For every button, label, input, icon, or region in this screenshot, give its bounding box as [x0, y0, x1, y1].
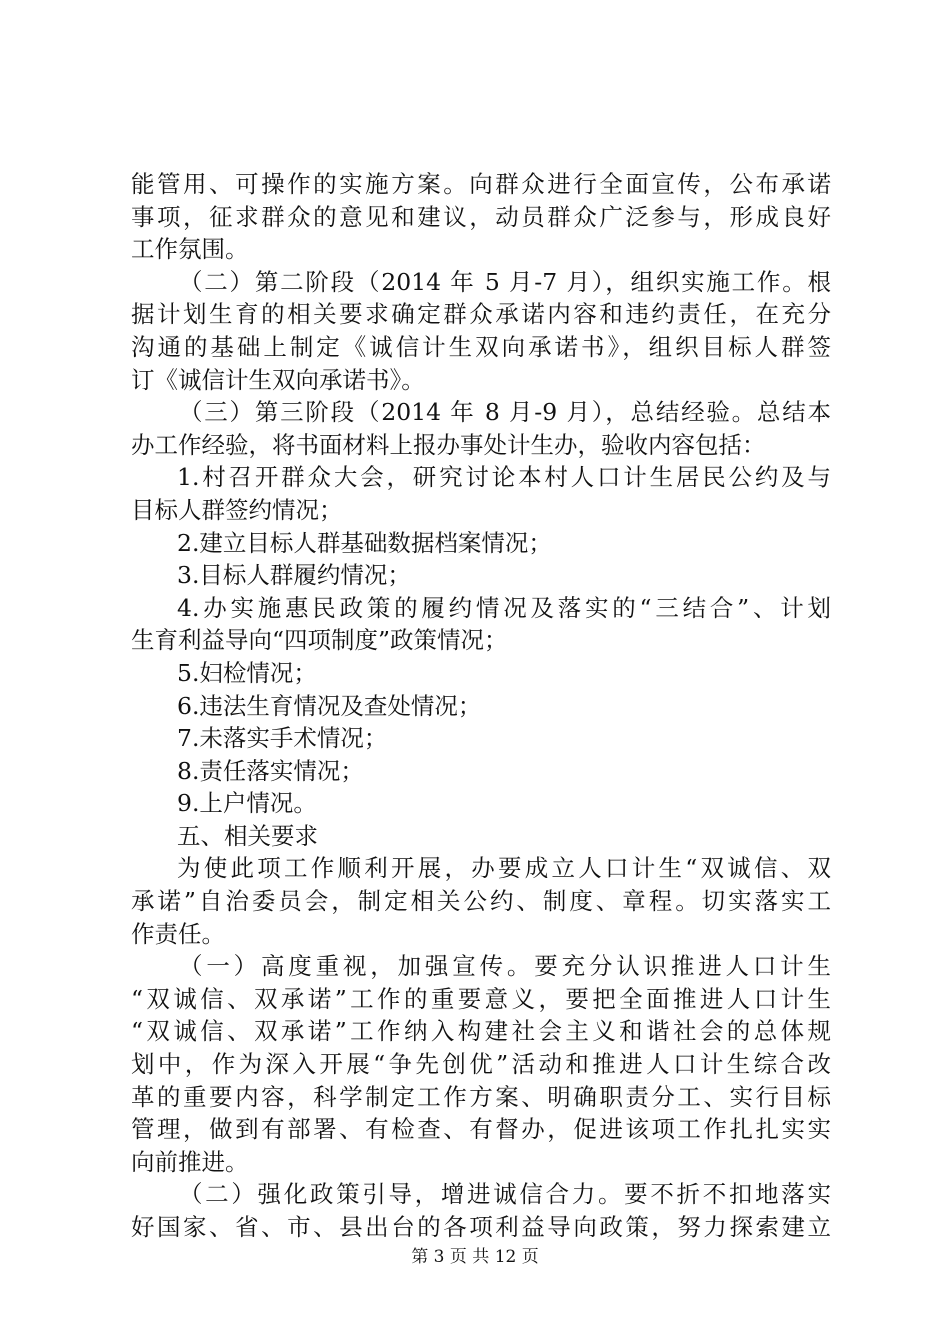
list-item: 9.上户情况。: [177, 789, 317, 818]
page-number-footer: 第 3 页 共 12 页: [411, 1247, 539, 1267]
list-item: 8.责任落实情况；: [177, 756, 364, 785]
text-line: （二）强化政策引导，增进诚信合力。要不折不扣地落实: [179, 1180, 831, 1209]
text-line: 订《诚信计生双向承诺书》。: [131, 365, 425, 394]
text-line: 能管用、可操作的实施方案。向群众进行全面宣传，公布承诺: [131, 170, 831, 198]
text-line: 生育利益导向“四项制度”政策情况；: [131, 626, 508, 655]
text-line: 好国家、省、市、县出台的各项利益导向政策，努力探索建立: [131, 1213, 831, 1241]
text-line: 划中，作为深入开展“争先创优”活动和推进人口计生综合改: [131, 1050, 831, 1079]
text-line: 向前推进。: [131, 1147, 249, 1176]
text-line: 办工作经验，将书面材料上报办事处计生办，验收内容包括：: [131, 430, 766, 459]
list-item: 6.违法生育情况及查处情况；: [177, 691, 482, 720]
text-line: （三）第三阶段（2014 年 8 月-9 月），总结经验。总结本: [179, 398, 831, 427]
section-heading: 五、相关要求: [177, 821, 318, 850]
text-line: “双诚信、双承诺”工作的重要意义，要把全面推进人口计生: [131, 984, 831, 1013]
list-item: 1.村召开群众大会，研究讨论本村人口计生居民公约及与: [177, 463, 831, 492]
text-line: 事项，征求群众的意见和建议，动员群众广泛参与，形成良好: [131, 202, 831, 231]
text-line: “双诚信、双承诺”工作纳入构建社会主义和谐社会的总体规: [131, 1017, 831, 1046]
text-line: 据计划生育的相关要求确定群众承诺内容和违约责任，在充分: [131, 300, 831, 329]
text-line: 承诺”自治委员会，制定相关公约、制度、章程。切实落实工: [131, 887, 831, 916]
text-line: （一）高度重视，加强宣传。要充分认识推进人口计生: [179, 952, 831, 981]
text-line: 沟通的基础上制定《诚信计生双向承诺书》，组织目标人群签: [131, 332, 831, 361]
list-item: 5.妇检情况；: [177, 658, 317, 687]
text-line: 目标人群签约情况；: [131, 495, 343, 524]
list-item: 2.建立目标人群基础数据档案情况；: [177, 528, 552, 557]
list-item: 4.办实施惠民政策的履约情况及落实的“三结合”、计划: [177, 593, 831, 622]
text-line: 工作氛围。: [131, 235, 249, 264]
list-item: 3.目标人群履约情况；: [177, 561, 411, 590]
text-line: （二）第二阶段（2014 年 5 月-7 月），组织实施工作。根: [179, 267, 831, 296]
document-body: [131, 168, 831, 1244]
text-line: 为使此项工作顺利开展，办要成立人口计生“双诚信、双: [177, 854, 831, 883]
text-line: 作责任。: [131, 919, 225, 948]
text-line: 管理，做到有部署、有检查、有督办，促进该项工作扎扎实实: [131, 1115, 831, 1144]
text-line: 革的重要内容，科学制定工作方案、明确职责分工、实行目标: [131, 1082, 831, 1111]
list-item: 7.未落实手术情况；: [177, 724, 388, 753]
